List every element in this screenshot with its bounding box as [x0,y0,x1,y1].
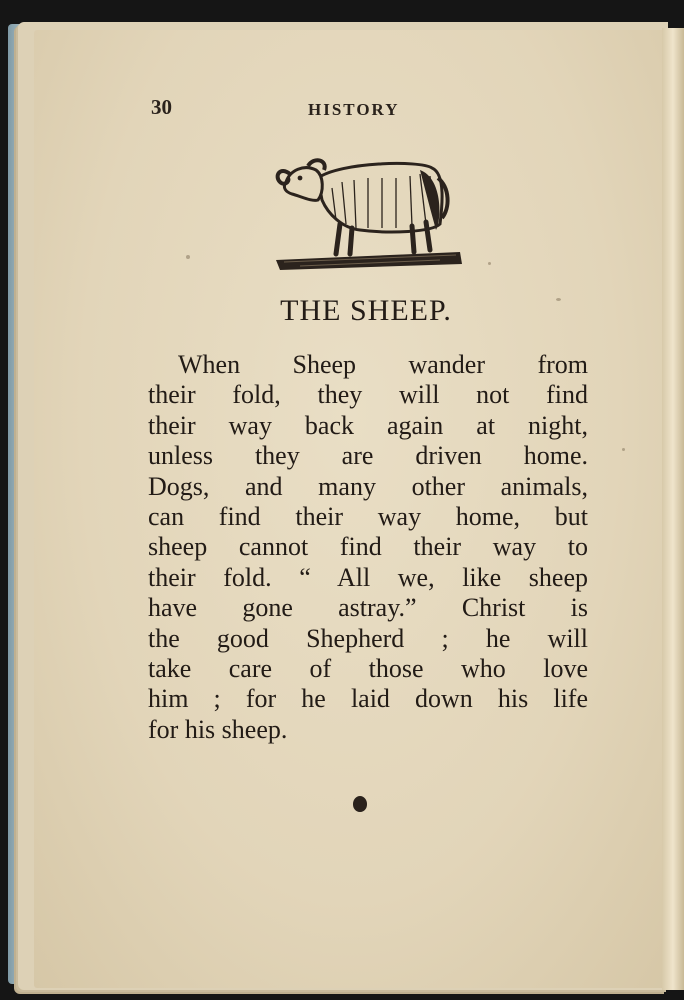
paper-speck [186,255,190,259]
text-line: Dogs, and many other animals, [148,471,588,501]
bullet-ornament-icon [353,796,367,812]
text-line: for his sheep. [148,714,288,744]
text-line: their way back again at night, [148,410,588,440]
text-line: have gone astray.” Christ is [148,593,588,623]
page-number: 30 [151,95,172,119]
text-line: take care of those who love [148,654,588,684]
section-title: THE SHEEP. [280,294,452,327]
text-line: their fold, they will not find [148,380,588,410]
running-head: HISTORY [308,100,400,119]
page-gutter [662,28,684,990]
text-line: sheep cannot find their way to [148,532,588,562]
paper-speck [488,262,491,265]
body-paragraph [148,350,588,745]
sheep-woodcut-icon [270,148,466,274]
paper-speck [622,448,625,451]
text-line: their fold. “ All we, like sheep [148,562,588,592]
text-line: When Sheep wander from [178,350,588,379]
text-line: can find their way home, but [148,502,588,532]
text-line: unless they are driven home. [148,441,588,471]
text-line: him ; for he laid down his life [148,684,588,714]
text-line: the good Shepherd ; he will [148,623,588,653]
